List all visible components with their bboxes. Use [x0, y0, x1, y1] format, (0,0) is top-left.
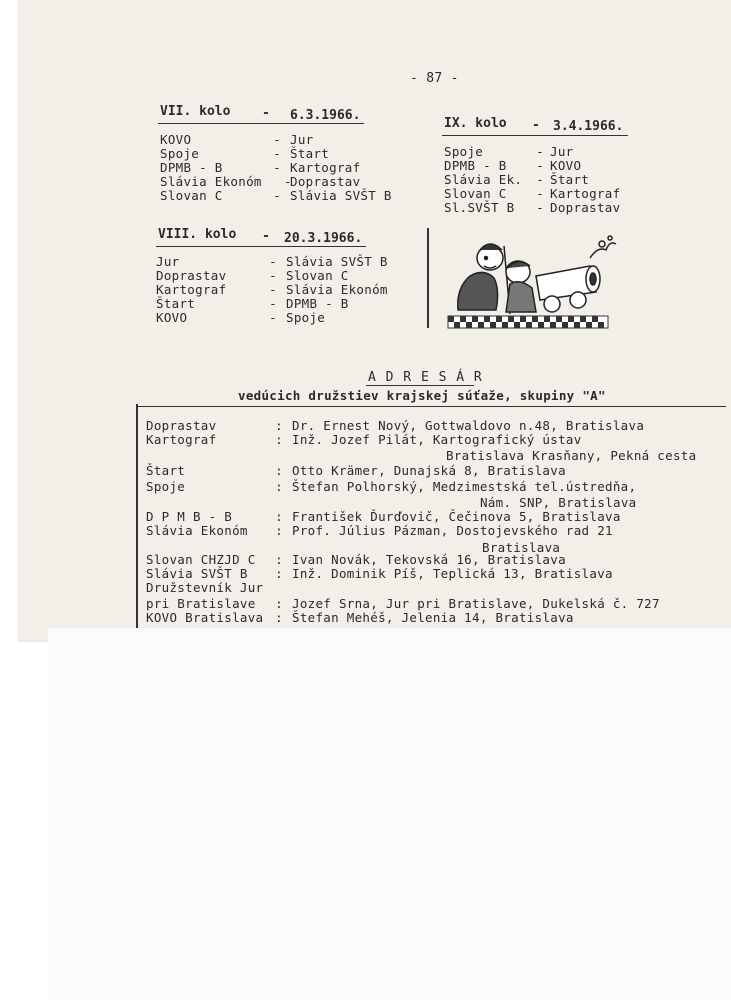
- round-vii-underline: [158, 123, 364, 124]
- team-name: Slávia SVŠT B: [146, 566, 248, 581]
- directory-row: [146, 495, 637, 510]
- match-sep: -: [269, 282, 277, 297]
- match-sep: -: [273, 160, 281, 175]
- team-name: [146, 495, 480, 510]
- match-away: KOVO: [550, 158, 582, 173]
- row-sep: :: [275, 566, 283, 581]
- match-home: KOVO: [160, 132, 192, 147]
- team-name: pri Bratislave: [146, 596, 256, 611]
- match-away: Štart: [550, 172, 590, 187]
- directory-row: [146, 509, 621, 524]
- team-name: Slovan CHZJD C: [146, 552, 256, 567]
- match-sep: -: [536, 186, 544, 201]
- round-vii-dash: -: [262, 106, 270, 121]
- team-name: Doprastav: [146, 418, 217, 433]
- team-name: Štart: [146, 463, 186, 478]
- match-sep: -: [536, 200, 544, 215]
- illustration-divider: [427, 228, 429, 328]
- directory-title: A D R E S Á R: [368, 370, 483, 385]
- match-away: DPMB - B: [286, 296, 349, 311]
- contact-info: Bratislava Krasňany, Pekná cesta: [446, 448, 697, 463]
- round-viii-match: [156, 296, 349, 311]
- directory-title-underline: [366, 385, 474, 386]
- round-ix-match: [444, 172, 589, 187]
- match-home: Slávia Ekonóm: [160, 174, 262, 189]
- match-away: Doprastav: [550, 200, 621, 215]
- checkered-floor: [448, 316, 608, 328]
- match-sep: -: [536, 144, 544, 159]
- match-sep: -: [269, 296, 277, 311]
- match-sep: -: [269, 254, 277, 269]
- round-vii-match: [160, 188, 392, 203]
- row-sep: :: [275, 509, 283, 524]
- round-ix-underline: [442, 135, 628, 136]
- match-away: Slávia SVŠT B: [290, 188, 392, 203]
- directory-row: [146, 432, 582, 447]
- match-sep: -: [536, 158, 544, 173]
- match-away: Slávia SVŠT B: [286, 254, 388, 269]
- match-home: DPMB - B: [160, 160, 223, 175]
- directory-subtitle: vedúcich družstiev krajskej súťaže, skupiny "A": [238, 388, 606, 403]
- team-name: Spoje: [146, 479, 186, 494]
- row-sep: :: [275, 610, 283, 625]
- round-viii-dash: -: [262, 229, 270, 244]
- match-home: DPMB - B: [444, 158, 507, 173]
- row-sep: :: [275, 523, 283, 538]
- round-ix-match: [444, 158, 581, 173]
- contact-info: František Ďurďovič, Čečinova 5, Bratislava: [292, 509, 621, 524]
- contact-info: Inž. Dominik Píš, Teplická 13, Bratislava: [292, 566, 613, 581]
- directory-row: [146, 448, 696, 463]
- row-sep: [266, 580, 292, 595]
- match-sep: -: [284, 174, 292, 189]
- round-vii-title: VII. kolo: [160, 104, 231, 119]
- match-sep: -: [273, 132, 281, 147]
- match-home: Spoje: [160, 146, 200, 161]
- match-home: Doprastav: [156, 268, 227, 283]
- round-ix-date: 3.4.1966.: [553, 119, 624, 134]
- cartoon-figure-right: [506, 236, 616, 312]
- team-name: Družstevník Jur: [146, 580, 264, 595]
- match-away: Slávia Ekonóm: [286, 282, 388, 297]
- round-vii-date: 6.3.1966.: [290, 108, 361, 123]
- directory-row: [146, 566, 613, 581]
- round-ix-title: IX. kolo: [444, 116, 507, 131]
- row-sep: :: [275, 596, 283, 611]
- contact-info: Nám. SNP, Bratislava: [480, 495, 637, 510]
- round-ix-match: [444, 186, 620, 201]
- team-name: Kartograf: [146, 432, 217, 447]
- page-number: - 87 -: [410, 71, 459, 86]
- match-sep: -: [269, 310, 277, 325]
- round-vii-match: [160, 160, 360, 175]
- contact-info: Jozef Srna, Jur pri Bratislave, Dukelská č. 727: [292, 596, 660, 611]
- match-sep: -: [536, 172, 544, 187]
- match-home: Slovan C: [160, 188, 223, 203]
- contact-info: Prof. Július Pázman, Dostojevského rad 21: [292, 523, 613, 538]
- row-sep: :: [275, 432, 283, 447]
- blank-paper-area: [48, 628, 731, 1000]
- row-sep: :: [275, 463, 283, 478]
- match-away: Jur: [290, 132, 314, 147]
- match-sep: -: [269, 268, 277, 283]
- table-left-rule: [136, 404, 138, 628]
- directory-row: [146, 479, 636, 494]
- directory-row: [146, 552, 566, 567]
- match-home: Kartograf: [156, 282, 227, 297]
- directory-row: [146, 418, 644, 433]
- round-viii-match: [156, 282, 388, 297]
- round-ix-dash: -: [532, 118, 540, 133]
- round-viii-title: VIII. kolo: [158, 227, 237, 242]
- row-sep: :: [275, 479, 283, 494]
- directory-row: [146, 610, 574, 625]
- round-viii-match: [156, 310, 325, 325]
- round-vii-match: [160, 146, 329, 161]
- contact-info: Štefan Polhorský, Medzimestská tel.ústredňa,: [292, 479, 637, 494]
- directory-row: [146, 523, 613, 538]
- row-sep: :: [275, 418, 283, 433]
- match-home: Slovan C: [444, 186, 507, 201]
- round-ix-match: [444, 144, 573, 159]
- chess-cartoon-illustration: [440, 228, 620, 336]
- match-away: Štart: [290, 146, 330, 161]
- match-away: Spoje: [286, 310, 326, 325]
- cartoon-figure-left: [458, 244, 510, 314]
- directory-row: [146, 463, 566, 478]
- contact-info: Bratislava: [482, 540, 561, 555]
- row-sep: :: [275, 552, 283, 567]
- contact-info: Dr. Ernest Nový, Gottwaldovo n.48, Bratislava: [292, 418, 645, 433]
- round-viii-match: [156, 268, 349, 283]
- match-home: Jur: [156, 254, 180, 269]
- round-vii-match: [160, 174, 360, 189]
- match-home: Spoje: [444, 144, 484, 159]
- team-name: KOVO Bratislava: [146, 610, 264, 625]
- match-home: KOVO: [156, 310, 188, 325]
- round-viii-underline: [156, 246, 366, 247]
- match-home: Slávia Ek.: [444, 172, 523, 187]
- match-away: Doprastav: [290, 174, 361, 189]
- match-home: Štart: [156, 296, 196, 311]
- round-ix-match: [444, 200, 620, 215]
- match-away: Jur: [550, 144, 574, 159]
- team-name: [146, 448, 446, 463]
- round-viii-match: [156, 254, 388, 269]
- directory-row: [146, 580, 292, 595]
- match-sep: -: [273, 188, 281, 203]
- round-vii-match: [160, 132, 313, 147]
- contact-info: Štefan Mehéš, Jelenia 14, Bratislava: [292, 610, 574, 625]
- match-away: Kartograf: [550, 186, 621, 201]
- table-top-rule: [136, 406, 726, 407]
- directory-row: [146, 596, 660, 611]
- match-away: Kartograf: [290, 160, 361, 175]
- match-sep: -: [273, 146, 281, 161]
- contact-info: Otto Krämer, Dunajská 8, Bratislava: [292, 463, 566, 478]
- contact-info: Ivan Novák, Tekovská 16, Bratislava: [292, 552, 566, 567]
- team-name: D P M B - B: [146, 509, 233, 524]
- match-away: Slovan C: [286, 268, 349, 283]
- contact-info: Inž. Jozef Pilát, Kartografický ústav: [292, 432, 582, 447]
- team-name: Slávia Ekonóm: [146, 523, 248, 538]
- round-viii-date: 20.3.1966.: [284, 231, 363, 246]
- match-home: Sl.SVŠT B: [444, 200, 515, 215]
